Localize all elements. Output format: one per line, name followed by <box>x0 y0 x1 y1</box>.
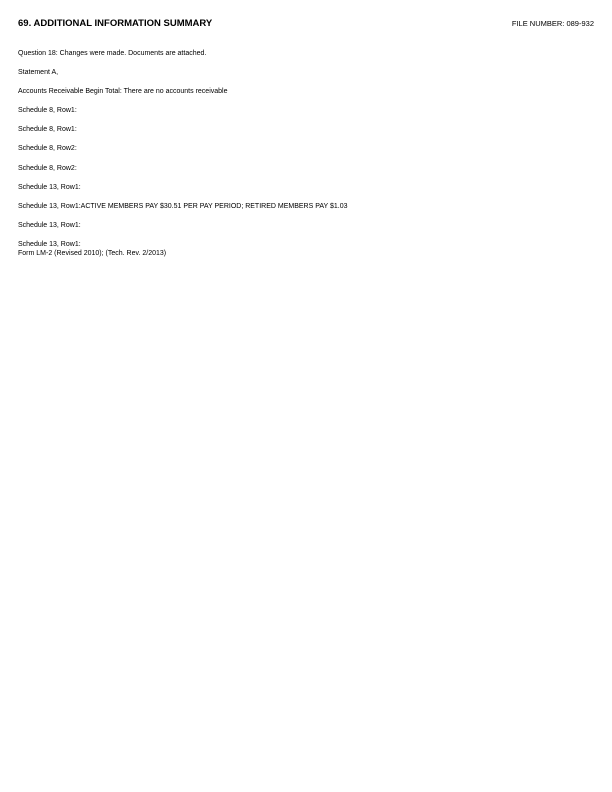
entry-schedule-13-row1: Schedule 13, Row1: <box>18 183 81 191</box>
entry-schedule-8-row1: Schedule 8, Row1: <box>18 107 77 115</box>
entry-schedule-13-row1-dues: Schedule 13, Row1:ACTIVE MEMBERS PAY $30.51 PER PAY PERIOD; RETIRED MEMBERS PAY $1.03 <box>18 202 348 210</box>
entry-statement-a: Statement A, <box>18 69 59 77</box>
page-header <box>18 18 594 32</box>
entry-schedule-13-row1: Schedule 13, Row1: <box>18 221 81 229</box>
entry-schedule-13-row1: Schedule 13, Row1: <box>18 240 81 248</box>
entry-schedule-8-row1: Schedule 8, Row1: <box>18 126 77 134</box>
entry-accounts-receivable: Accounts Receivable Begin Total: There are no accounts receivable <box>18 88 228 96</box>
entry-schedule-8-row2: Schedule 8, Row2: <box>18 164 77 172</box>
form-footer-label: Form LM-2 (Revised 2010); (Tech. Rev. 2/2013) <box>18 249 167 257</box>
section-title: 69. ADDITIONAL INFORMATION SUMMARY <box>18 18 213 29</box>
entry-question-18: Question 18: Changes were made. Documents are attached. <box>18 50 207 57</box>
file-number: FILE NUMBER: 089-932 <box>511 19 594 28</box>
entry-schedule-8-row2: Schedule 8, Row2: <box>18 145 77 153</box>
information-entries <box>18 49 594 258</box>
